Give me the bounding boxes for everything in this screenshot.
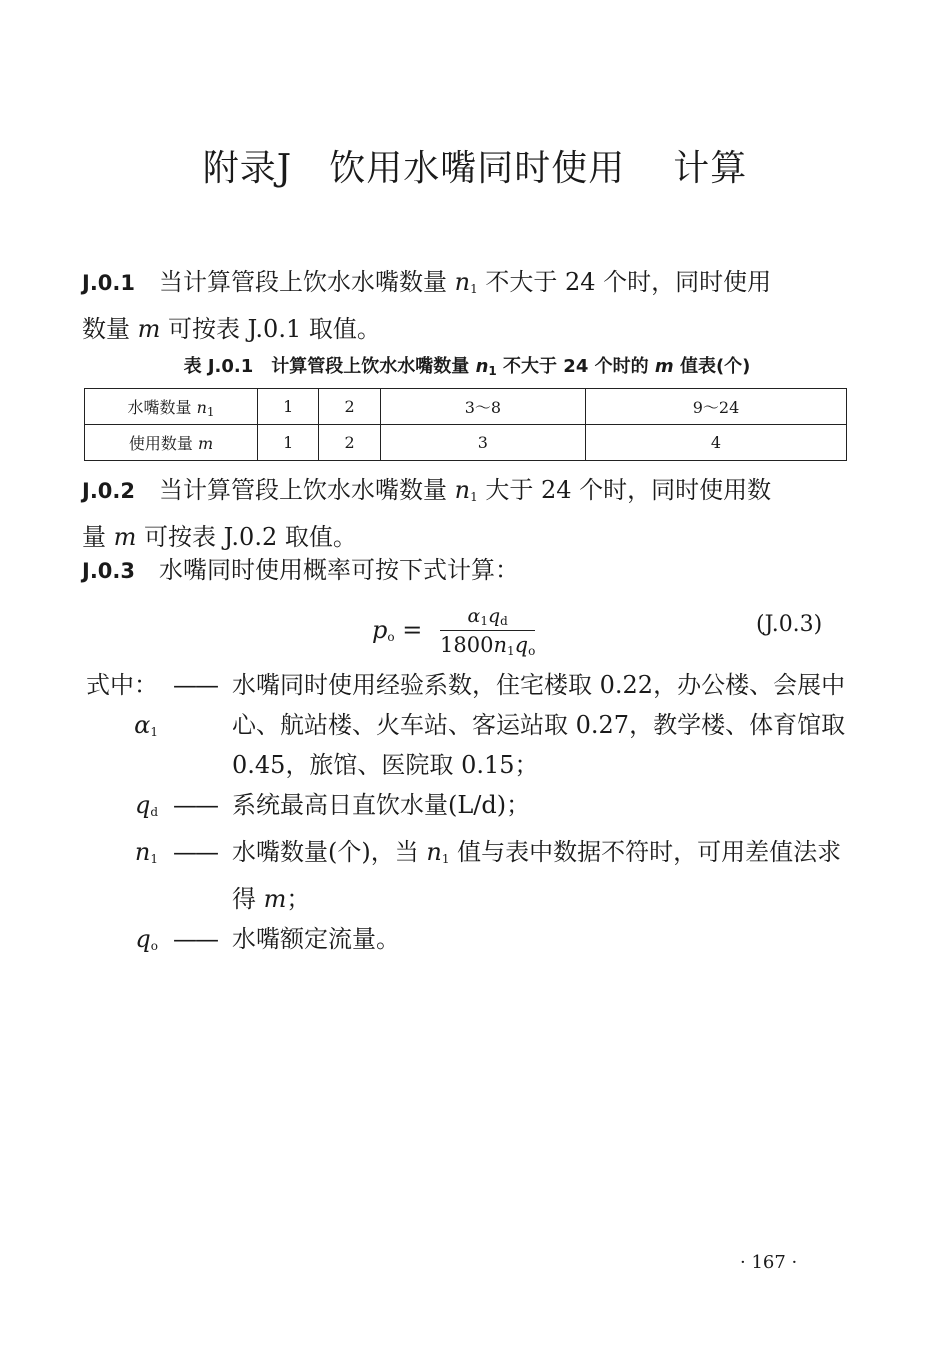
formula-denominator: $1800n_1q_o$ bbox=[440, 633, 536, 658]
definition-dash: —— bbox=[173, 791, 217, 819]
table-cell: 3～8 bbox=[380, 389, 585, 425]
clause-text: 可按表 J.0.2 取值。 bbox=[144, 523, 357, 551]
math-symbol: m bbox=[137, 315, 161, 343]
clause-text: 大于 24 个时，同时使用数 bbox=[485, 476, 772, 504]
definition-dash: —— bbox=[173, 925, 217, 953]
definition-text: 水嘴同时使用经验系数，住宅楼取 0.22，办公楼、会展中心、航站楼、火车站、客运站取 0.27，教学楼、体育馆取 0.45，旅馆、医院取 0.15； bbox=[232, 671, 846, 779]
table-row-header: 使用数量 m bbox=[85, 425, 258, 461]
definition-text: 系统最高日直饮水量(L/d)； bbox=[232, 791, 531, 819]
table-cell: 1 bbox=[258, 425, 319, 461]
definition-dash: —— bbox=[173, 671, 217, 699]
formula-equals: = bbox=[402, 616, 423, 644]
formula-fraction bbox=[440, 605, 535, 658]
table-cell: 9～24 bbox=[585, 389, 846, 425]
equation-number: (J.0.3) bbox=[756, 612, 823, 637]
appendix-title-part1: 附录J 饮用水嘴同时使用 bbox=[202, 148, 626, 189]
clause-j03 bbox=[82, 550, 852, 591]
definition-alpha bbox=[82, 665, 852, 785]
clause-text: 水嘴同时使用概率可按下式计算： bbox=[159, 556, 519, 584]
definition-symbol: $q_o$ bbox=[135, 925, 158, 953]
clause-number: J.0.2 bbox=[82, 479, 135, 503]
definition-text: 水嘴额定流量。 bbox=[232, 925, 400, 953]
clause-text: 当计算管段上饮水水嘴数量 bbox=[159, 268, 447, 296]
clause-number: J.0.1 bbox=[82, 271, 135, 295]
table-cell: 2 bbox=[319, 425, 380, 461]
table-row bbox=[85, 425, 847, 461]
table-cell: 3 bbox=[380, 425, 585, 461]
table-cell: 2 bbox=[319, 389, 380, 425]
clause-j02 bbox=[82, 470, 852, 557]
clause-j01 bbox=[82, 262, 852, 349]
appendix-title-part2: 计算 bbox=[673, 148, 748, 189]
probability-formula bbox=[372, 605, 535, 658]
formula-numerator: $\alpha_1q_d$ bbox=[440, 605, 535, 631]
clause-text: 当计算管段上饮水水嘴数量 bbox=[159, 476, 447, 504]
definition-symbol: $q_d$ bbox=[134, 791, 158, 819]
definition-n1 bbox=[82, 832, 852, 919]
value-table bbox=[84, 388, 847, 461]
math-symbol: $n_1$ bbox=[454, 268, 478, 296]
clause-text: 数量 bbox=[82, 315, 130, 343]
clause-text: 不大于 24 个时，同时使用 bbox=[485, 268, 772, 296]
formula-lhs: $p_o$ bbox=[372, 616, 395, 644]
table-cell: 1 bbox=[258, 389, 319, 425]
clause-number: J.0.3 bbox=[82, 559, 135, 583]
symbol-definitions bbox=[82, 665, 852, 966]
clause-text: 量 bbox=[82, 523, 106, 551]
math-symbol: $n_1$ bbox=[454, 476, 478, 504]
math-symbol: m bbox=[113, 523, 137, 551]
definition-lead: 式中：$\alpha_1$ bbox=[86, 671, 158, 739]
page-number: · 167 · bbox=[740, 1252, 798, 1273]
definition-dash: —— bbox=[173, 838, 217, 866]
definition-text: 水嘴数量(个)，当 $n_1$ 值与表中数据不符时，可用差值法求得 m； bbox=[232, 838, 842, 913]
definition-symbol: $n_1$ bbox=[134, 838, 158, 866]
clause-text: 可按表 J.0.1 取值。 bbox=[168, 315, 381, 343]
table-caption: 表 J.0.1 计算管段上饮水水嘴数量 $n_1$ 不大于 24 个时的 m 值表(个) bbox=[183, 356, 751, 378]
table-row-header: 水嘴数量 $n_1$ bbox=[85, 389, 258, 425]
definition-qd bbox=[82, 785, 852, 832]
definition-qo bbox=[82, 919, 852, 966]
table-row bbox=[85, 389, 847, 425]
appendix-title bbox=[0, 140, 950, 191]
table-cell: 4 bbox=[585, 425, 846, 461]
